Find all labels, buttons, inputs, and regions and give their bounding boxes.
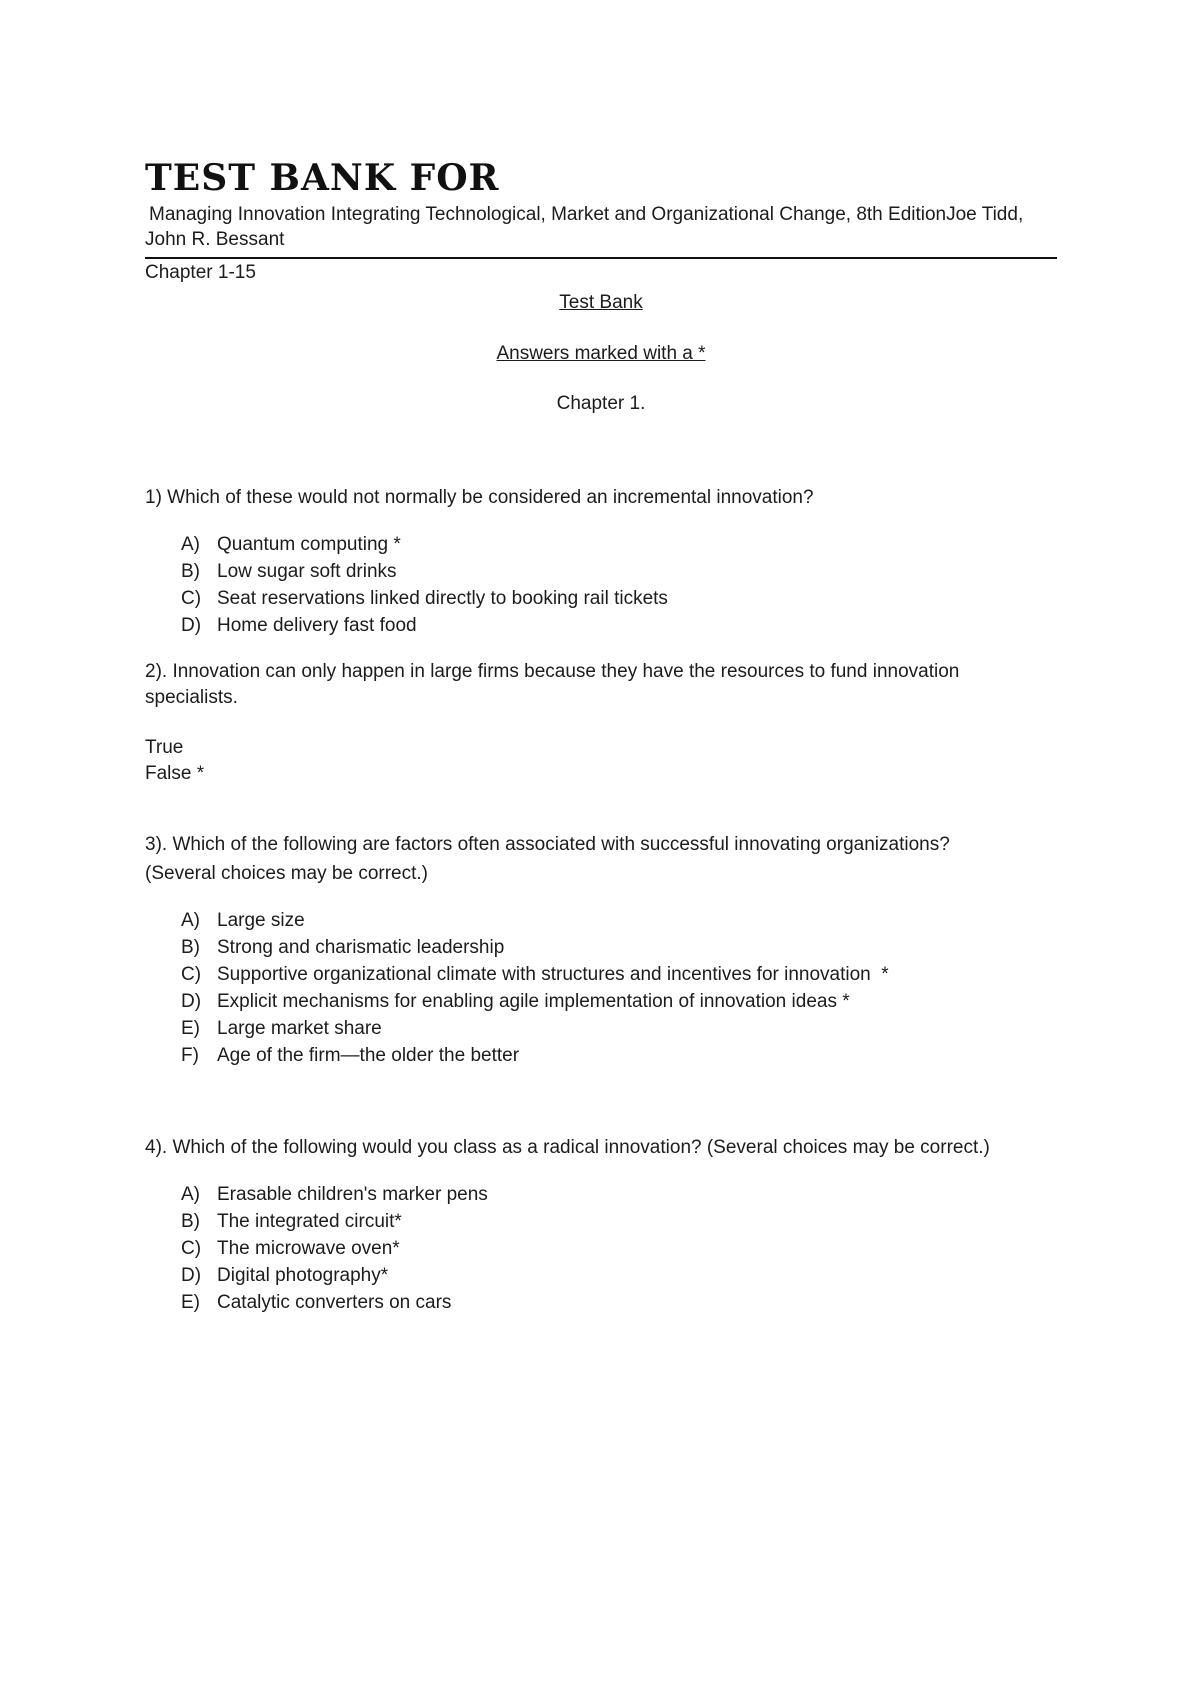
book-title: Managing Innovation Integrating Technological, Market and Organizational Change, 8th EditionJoe Tidd, John R. Bessant <box>145 204 1024 250</box>
list-item: B) The integrated circuit* <box>181 1211 402 1232</box>
question-2-text: 2). Innovation can only happen in large firms because they have the resources to fund innovation specialists. <box>145 661 960 708</box>
test-bank-heading: Test Bank <box>559 292 643 313</box>
list-item: False * <box>145 763 205 784</box>
chapter-heading: Chapter 1. <box>556 393 646 414</box>
list-item: F) Age of the firm—the older the better <box>181 1045 520 1066</box>
question-3-options <box>145 907 1055 1069</box>
list-item: C) The microwave oven* <box>181 1238 400 1259</box>
list-item: D) Explicit mechanisms for enabling agile implementation of innovation ideas * <box>181 991 850 1012</box>
list-item: A) Large size <box>181 910 305 931</box>
document-page <box>145 0 1055 1684</box>
list-item: B) Strong and charismatic leadership <box>181 937 505 958</box>
list-item: True <box>145 737 184 758</box>
question-3-note: (Several choices may be correct.) <box>145 863 428 884</box>
list-item: B) Low sugar soft drinks <box>181 561 397 582</box>
list-item: D) Home delivery fast food <box>181 615 417 636</box>
list-item: E) Large market share <box>181 1018 382 1039</box>
question-4-options <box>145 1181 1055 1316</box>
chapter-range: Chapter 1-15 <box>145 262 256 283</box>
question-3-text: 3). Which of the following are factors often associated with successful innovating organizations? <box>145 834 950 855</box>
answers-note: Answers marked with a * <box>496 343 706 364</box>
document-title: TEST BANK FOR <box>145 157 500 199</box>
list-item: C) Seat reservations linked directly to booking rail tickets <box>181 588 668 609</box>
question-1-options <box>145 531 1055 639</box>
list-item: A) Erasable children's marker pens <box>181 1184 488 1205</box>
list-item: D) Digital photography* <box>181 1265 389 1286</box>
question-1-text: 1) Which of these would not normally be considered an incremental innovation? <box>145 487 814 508</box>
list-item: C) Supportive organizational climate with structures and incentives for innovation * <box>181 964 889 985</box>
question-4-text: 4). Which of the following would you class as a radical innovation? (Several choices may be correct.) <box>145 1137 990 1158</box>
title-divider <box>145 257 1057 259</box>
question-2-options <box>145 735 1055 787</box>
list-item: E) Catalytic converters on cars <box>181 1292 452 1313</box>
list-item: A) Quantum computing * <box>181 534 401 555</box>
